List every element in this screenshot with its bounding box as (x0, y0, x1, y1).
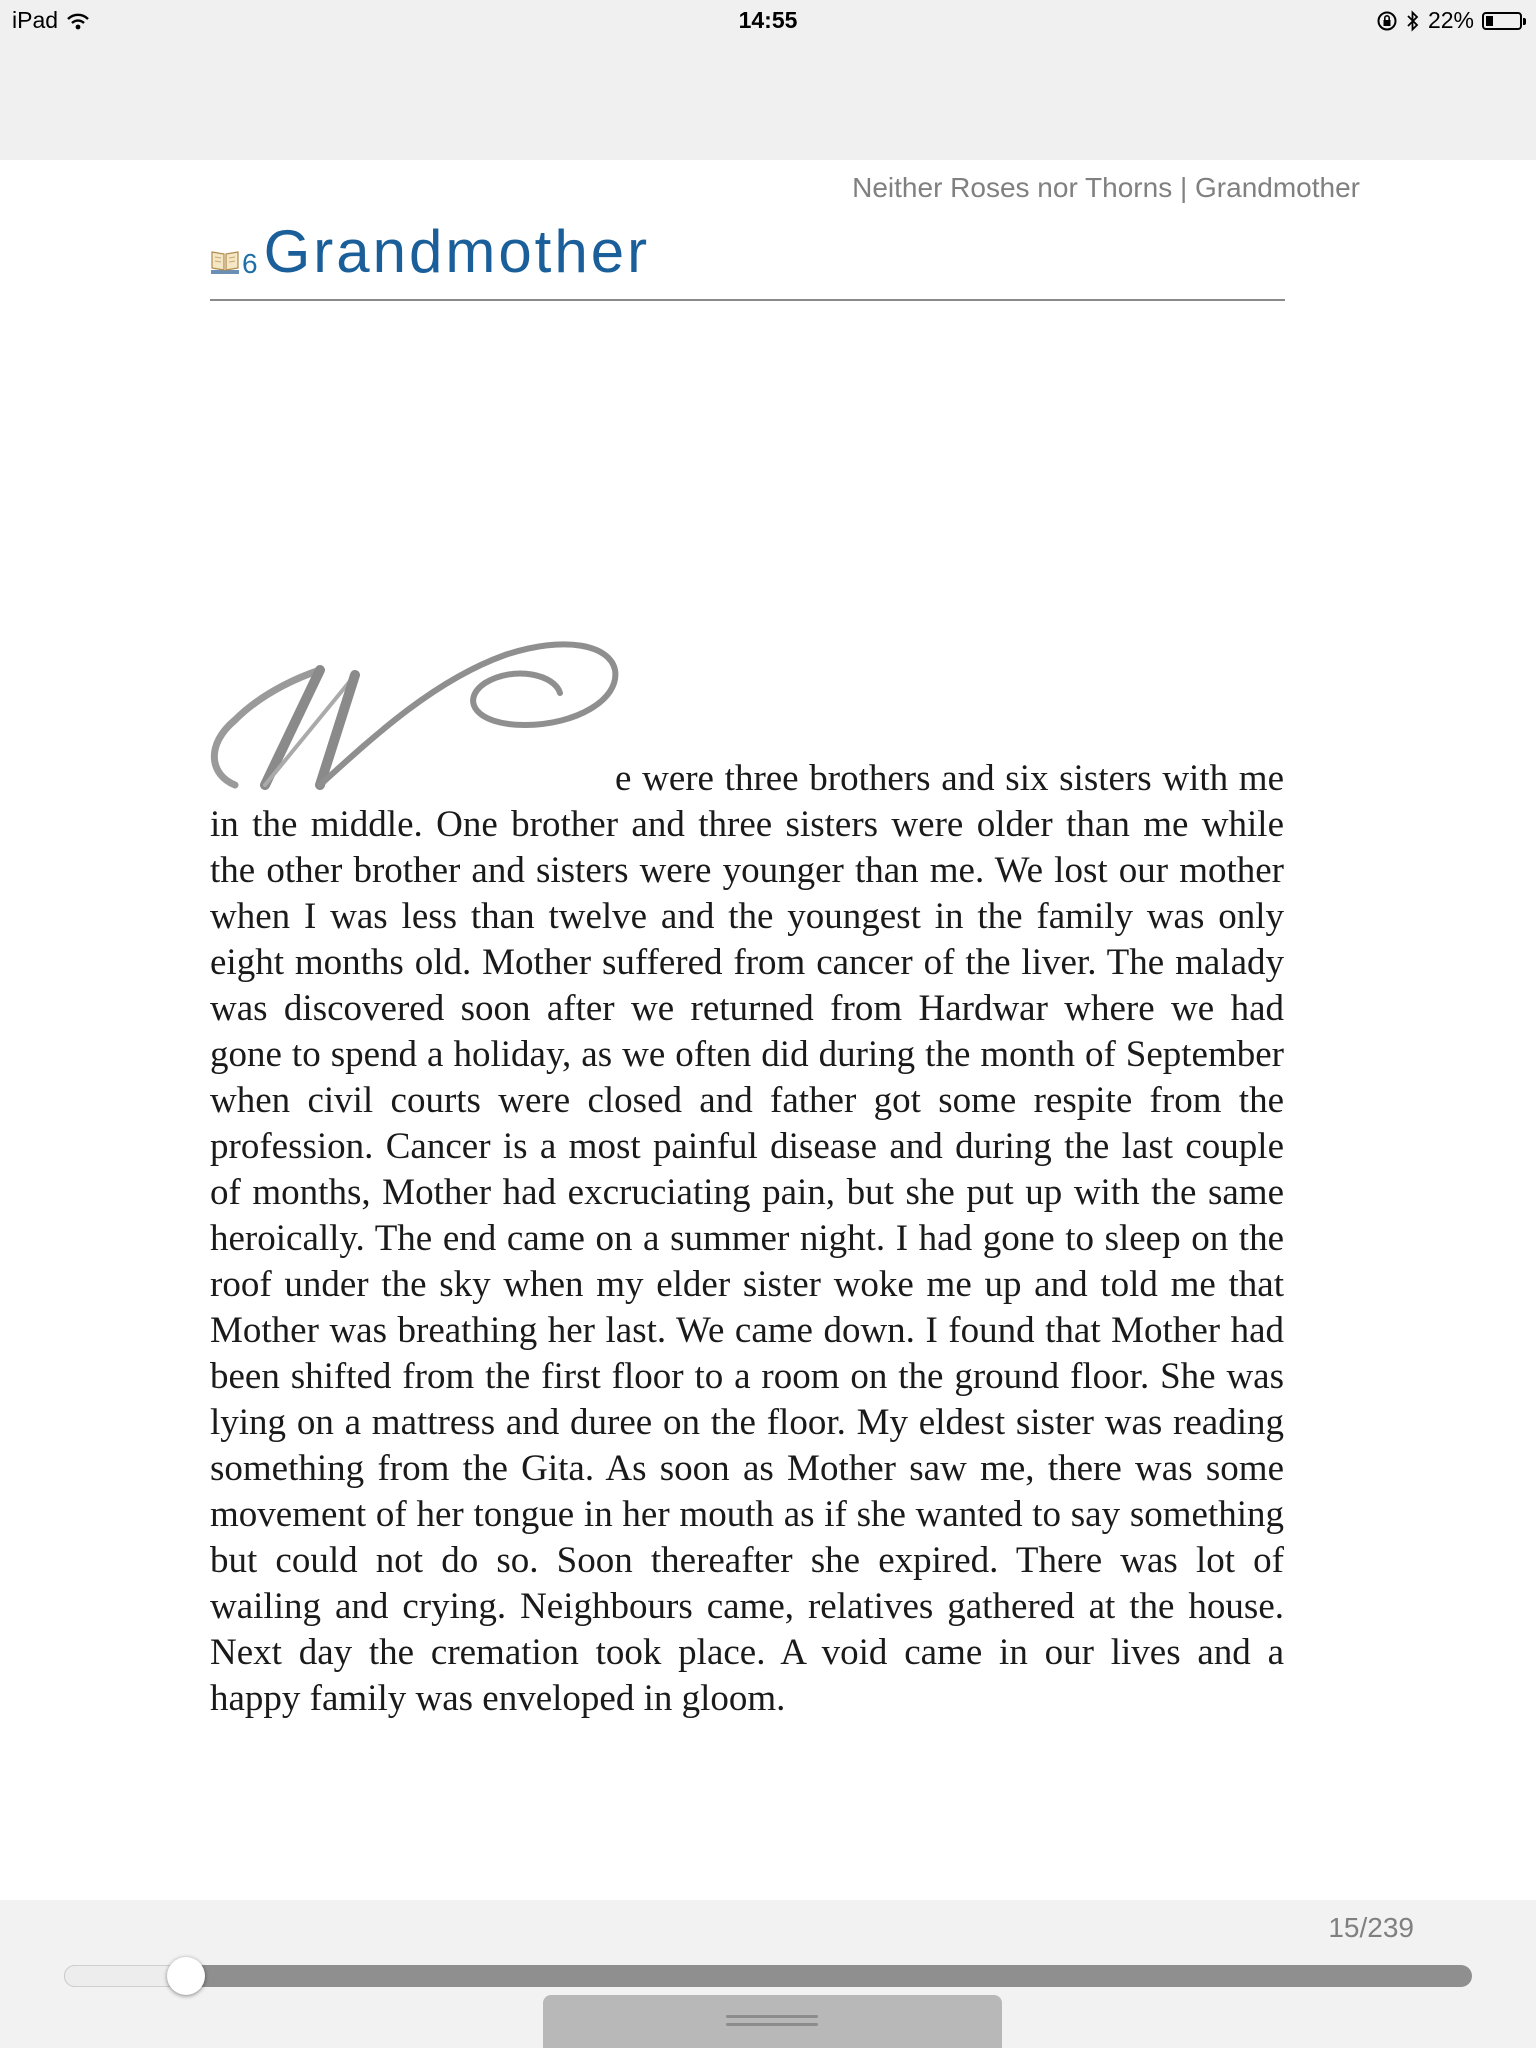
page-slider[interactable] (64, 1965, 1472, 1987)
running-header: Neither Roses nor Thorns | Grandmother (852, 172, 1360, 203)
book-icon (210, 248, 240, 276)
drawer-handle[interactable] (543, 1995, 1002, 2048)
bluetooth-icon (1406, 10, 1420, 32)
battery-percentage: 22% (1427, 7, 1474, 33)
chapter-heading (210, 214, 650, 290)
status-right (1376, 7, 1522, 34)
reader-top-bar[interactable] (0, 42, 1536, 160)
page-slider-thumb[interactable] (167, 1957, 205, 1995)
chapter-body-text: e were three brothers and six sisters with me in the middle. One brother and three sisters were older than me while the other brother and sisters were younger than me. We lost our mother when I was less than twelve and the youngest in the family was only eight months old. Mother suffered from cancer of the liver. The malady was discovered soon after we returned from Hardwar where we had gone to spend a holiday, as we often did during the month of September when civil courts were closed and father got some respite from the profession. Cancer is a most painful disease and during the last couple of months, Mother had excruciating pain, but she put up with the same heroically. The end came on a summer night. I had gone to sleep on the roof under the sky when my elder sister woke me up and told me that Mother was breathing her last. We came down. I found that Mother had been shifted from the first floor to a room on the ground floor. She was lying on a mattress and duree on the floor. My eldest sister was reading something from the Gita. As soon as Mother saw me, there was some movement of her tongue in her mouth as if she wanted to say something but could not do so. Soon thereafter she expired. There was lot of wailing and crying. Neighbours came, relatives gathered at the house. Next day the cremation took place. A void came in our lives and a happy family was enveloped in gloom. (210, 758, 1284, 1719)
title-divider (210, 299, 1285, 301)
battery-fill (1486, 16, 1493, 26)
orientation-lock-icon (1376, 10, 1398, 32)
status-bar (0, 0, 1536, 42)
handle-grip-line (726, 2023, 818, 2026)
handle-grip-line (726, 2015, 818, 2018)
battery-icon (1482, 12, 1522, 30)
chapter-number: 6 (242, 248, 258, 279)
chapter-title: Grandmother (263, 218, 651, 285)
device-name: iPad (12, 7, 59, 33)
page-counter: 15/239 (1328, 1912, 1414, 1943)
clock: 14:55 (738, 7, 798, 33)
